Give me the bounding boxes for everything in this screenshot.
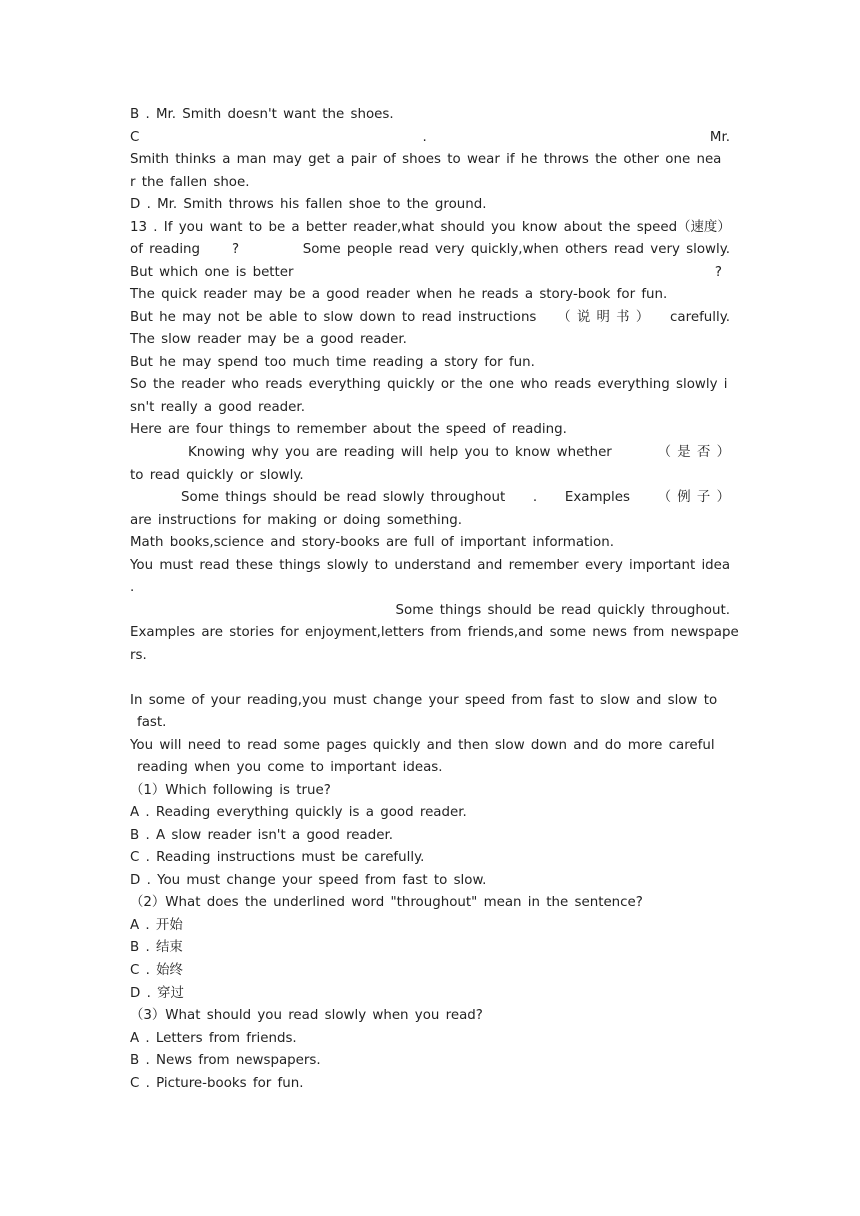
- passage-line-3: [130, 262, 730, 284]
- q3-stem: （3）What should you read slowly when you read?: [130, 1008, 483, 1023]
- passage-line-5-a: But he may not be able to slow down to read instructions: [130, 310, 537, 325]
- passage-line-7: But he may spend too much time reading a story for fun.: [130, 355, 535, 370]
- passage-line-18: Some things should be read quickly throughout.: [395, 603, 730, 618]
- prev-option-c-head: [130, 127, 730, 149]
- passage-line-13-c: Examples: [564, 490, 630, 505]
- passage-line-24: reading when you come to important ideas.: [137, 760, 443, 775]
- passage-line-19: Examples are stories for enjoyment,letters from friends,and some news from newspape: [130, 625, 739, 640]
- passage-line-13-a: Some things should be read slowly throughout: [181, 490, 506, 505]
- q1-option-d: D . You must change your speed from fast to slow.: [130, 873, 487, 888]
- passage-line-11: [188, 442, 730, 464]
- passage-line-11-b: （ 是 否 ）: [657, 445, 730, 460]
- passage-line-3-a: But which one is better: [130, 265, 294, 280]
- q3-option-b: B . News from newspapers.: [130, 1053, 321, 1068]
- passage-line-5-b: （ 说 明 书 ）: [557, 310, 650, 325]
- q2-option-a: A . 开始: [130, 918, 183, 933]
- passage-line-11-a: Knowing why you are reading will help you to know whether: [188, 445, 612, 460]
- passage-line-16: You must read these things slowly to understand and remember every important idea: [130, 558, 731, 573]
- passage-line-20: rs.: [130, 648, 147, 663]
- passage-line-5-c: carefully.: [670, 310, 730, 325]
- q1-option-c: C . Reading instructions must be carefully.: [130, 850, 425, 865]
- prev-option-c-text-2: r the fallen shoe.: [130, 175, 250, 190]
- q3-option-c: C . Picture-books for fun.: [130, 1076, 304, 1091]
- passage-line-3-b: ?: [714, 265, 722, 280]
- passage-line-2-b: ?: [232, 242, 240, 257]
- prev-option-b: B . Mr. Smith doesn't want the shoes.: [130, 107, 394, 122]
- passage-line-2-a: of reading: [130, 242, 201, 257]
- passage-line-10: Here are four things to remember about the speed of reading.: [130, 422, 567, 437]
- passage-line-13: [181, 487, 730, 509]
- passage-line-2: [130, 239, 730, 261]
- passage-line-8: So the reader who reads everything quickly or the one who reads everything slowly i: [130, 377, 728, 392]
- q1-option-a: A . Reading everything quickly is a good reader.: [130, 805, 467, 820]
- q3-option-a: A . Letters from friends.: [130, 1031, 297, 1046]
- q2-option-b: B . 结束: [130, 940, 183, 955]
- prev-option-d: D . Mr. Smith throws his fallen shoe to the ground.: [130, 197, 487, 212]
- passage-line-17: .: [130, 580, 135, 595]
- passage-line-23: You will need to read some pages quickly and then slow down and do more careful: [130, 738, 715, 753]
- passage-line-1: 13 . If you want to be a better reader,what should you know about the speed（速度）: [130, 220, 731, 235]
- q2-stem: （2）What does the underlined word "throughout" mean in the sentence?: [130, 895, 643, 910]
- prev-option-c-dot: .: [422, 130, 427, 145]
- q1-option-b: B . A slow reader isn't a good reader.: [130, 828, 394, 843]
- passage-line-14: are instructions for making or doing something.: [130, 513, 462, 528]
- passage-line-21: In some of your reading,you must change your speed from fast to slow and slow to: [130, 693, 718, 708]
- passage-line-22: fast.: [137, 715, 167, 730]
- passage-line-6: The slow reader may be a good reader.: [130, 332, 407, 347]
- passage-line-5: [130, 307, 730, 329]
- passage-line-13-b: .: [532, 490, 538, 505]
- passage-line-9: sn't really a good reader.: [130, 400, 305, 415]
- passage-line-12: to read quickly or slowly.: [130, 468, 304, 483]
- prev-option-c-text-1: Smith thinks a man may get a pair of shoes to wear if he throws the other one nea: [130, 152, 722, 167]
- q2-option-c: C . 始终: [130, 963, 183, 978]
- prev-option-c-letter: C: [130, 130, 140, 145]
- q2-option-d: D . 穿过: [130, 986, 184, 1001]
- passage-line-4: The quick reader may be a good reader when he reads a story-book for fun.: [130, 287, 668, 302]
- passage-line-2-c: Some people read very quickly,when others read very slowly.: [302, 242, 730, 257]
- passage-line-15: Math books,science and story-books are full of important information.: [130, 535, 614, 550]
- passage-line-13-d: （ 例 子 ）: [657, 490, 730, 505]
- prev-option-c-mr: Mr.: [709, 130, 730, 145]
- q1-stem: （1）Which following is true?: [130, 783, 331, 798]
